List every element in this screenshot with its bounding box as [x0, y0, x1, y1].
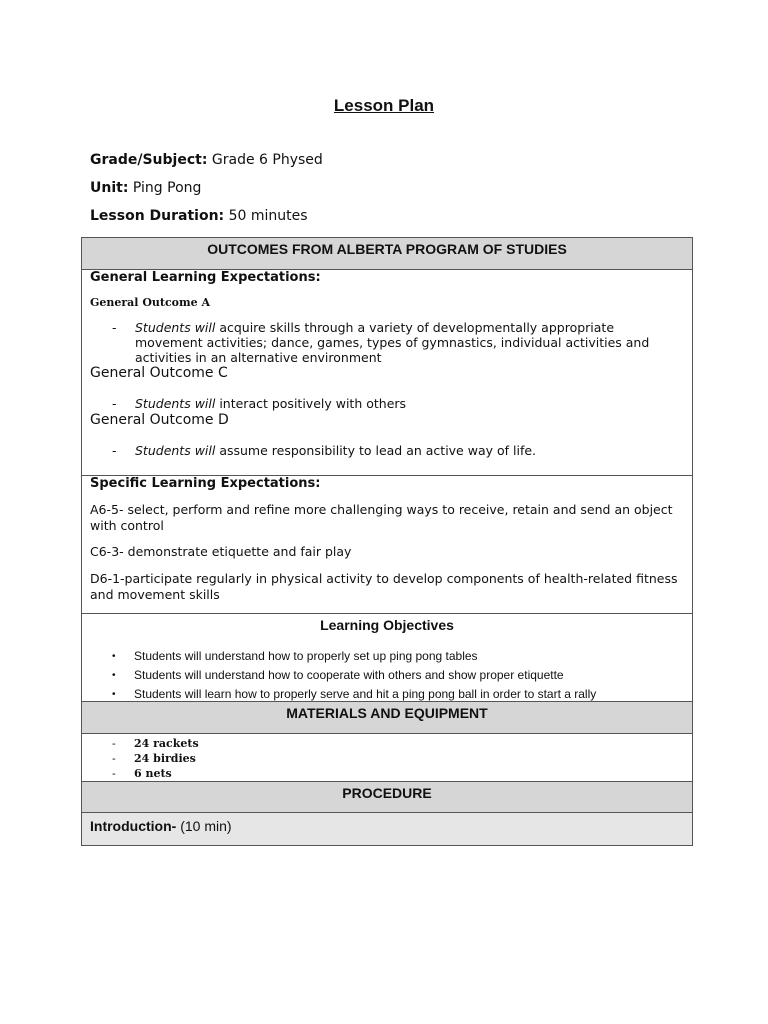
outcome-a-item [90, 320, 684, 365]
general-outcomes-cell [82, 270, 692, 476]
material-text: 24 rackets [134, 737, 199, 750]
objective-item [90, 666, 684, 685]
duration-line [90, 208, 308, 224]
sle-item: C6-3- demonstrate etiquette and fair play [90, 544, 352, 559]
materials-cell [82, 734, 692, 782]
outcome-c-prefix: Students will [135, 396, 216, 411]
dash-marker: - [112, 443, 117, 458]
sle-item: D6-1-participate regularly in physical activity to develop components of health-related fitness and movement skills [90, 571, 678, 602]
outcome-d-text: assume responsibility to lead an active way of life. [215, 443, 537, 458]
lesson-plan-table [81, 237, 693, 846]
material-text: 6 nets [134, 767, 172, 780]
unit-label: Unit: [90, 180, 129, 196]
outcomes-header: OUTCOMES FROM ALBERTA PROGRAM OF STUDIES [82, 238, 692, 270]
objective-text: Students will understand how to cooperate with others and show proper etiquette [134, 668, 564, 682]
material-item [90, 766, 684, 781]
outcome-d-prefix: Students will [135, 443, 216, 458]
procedure-header: PROCEDURE [82, 782, 692, 813]
sle-label: Specific Learning Expectations: [90, 476, 321, 491]
dash-marker: - [112, 737, 116, 750]
objective-text: Students will learn how to properly serve and hit a ping pong ball in order to start a rally [134, 687, 597, 701]
grade-subject-label: Grade/Subject: [90, 152, 208, 168]
introduction-line [90, 813, 684, 834]
bullet-marker: • [112, 651, 116, 662]
grade-subject-line [90, 152, 323, 168]
grade-subject-value: Grade 6 Physed [211, 152, 323, 168]
dash-marker: - [112, 396, 117, 411]
dash-marker: - [112, 752, 116, 765]
objective-item [90, 685, 684, 704]
unit-line [90, 180, 201, 196]
outcome-d-title: General Outcome D [90, 412, 229, 428]
materials-header: MATERIALS AND EQUIPMENT [82, 702, 692, 734]
learning-objectives-cell [82, 614, 692, 702]
outcome-a-text: acquire skills through a variety of developmentally appropriate movement activities; dance, games, types of gymnastics, individual activities and activities in an alternative environment [135, 320, 650, 365]
outcome-a-title: General Outcome A [90, 296, 211, 309]
material-text: 24 birdies [134, 752, 196, 765]
material-item [90, 751, 684, 766]
specific-outcomes-cell [82, 476, 692, 614]
learning-objectives-title: Learning Objectives [320, 617, 454, 633]
unit-value: Ping Pong [132, 180, 202, 196]
material-item [90, 736, 684, 751]
page-title: Lesson Plan [333, 96, 435, 115]
outcome-d-item [90, 443, 684, 458]
outcome-c-title: General Outcome C [90, 365, 228, 381]
objective-item [90, 647, 684, 666]
introduction-time: (10 min) [176, 818, 232, 834]
gle-label: General Learning Expectations: [90, 270, 321, 285]
bullet-marker: • [112, 689, 116, 700]
introduction-label: Introduction- [90, 818, 177, 834]
sle-item: A6-5- select, perform and refine more challenging ways to receive, retain and send an object with control [90, 502, 673, 533]
outcome-c-item [90, 396, 684, 411]
dash-marker: - [112, 320, 117, 335]
introduction-cell [82, 813, 692, 845]
dash-marker: - [112, 767, 116, 780]
outcome-a-prefix: Students will [135, 320, 216, 335]
objective-text: Students will understand how to properly set up ping pong tables [134, 649, 478, 663]
duration-label: Lesson Duration: [90, 208, 225, 224]
duration-value: 50 minutes [228, 208, 308, 224]
bullet-marker: • [112, 670, 116, 681]
outcome-c-text: interact positively with others [215, 396, 407, 411]
